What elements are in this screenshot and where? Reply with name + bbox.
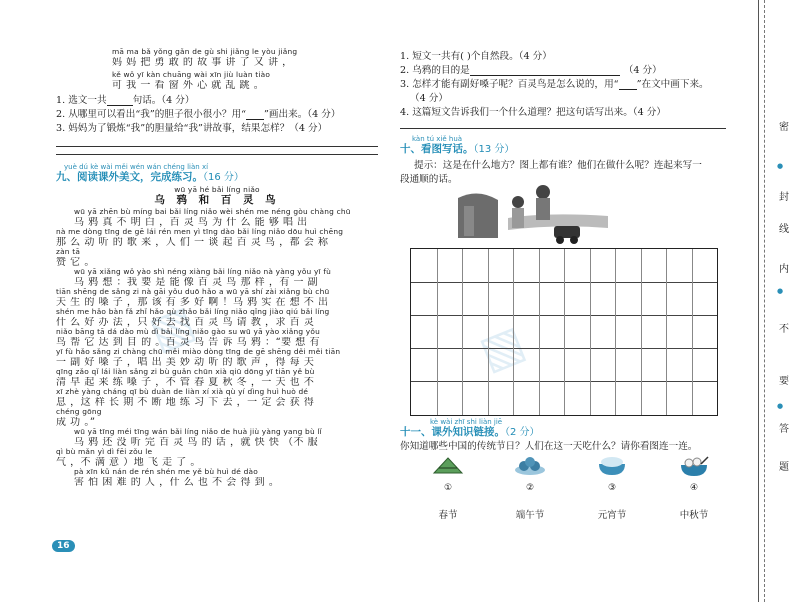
section-11-prompt: 你知道哪些中国的传统节日？人们在这一天吃什么？请你看图连一连。 [400, 440, 698, 452]
food-item[interactable]: ② 端午节 [500, 455, 560, 521]
story-pinyin: tiān shēng de sǎng zi nà gāi yǒu duō hǎo a wū yā shí zài xiǎng bù chū [56, 288, 330, 297]
seal-dot: ● [777, 162, 784, 170]
poem-pinyin: kě wǒ yī kàn chuāng wài xīn jiù luàn tiào [112, 71, 271, 80]
section-10-pinyin: kàn tú xiě huà [412, 135, 463, 144]
story-pinyin: zàn tā [56, 248, 81, 257]
dumpling-bowl-icon [595, 455, 629, 477]
section-9-pinyin: yuè dú kè wài měi wén wán chéng liàn xí [64, 163, 209, 172]
left-question-1: 1. 选文一共 句话。（4 分） [56, 95, 195, 107]
seal-char: 题 [779, 462, 789, 473]
story-line: 乌 鸦 还 没 听 完 百 灵 鸟 的 话 ，就 快 快 （不 服 [74, 436, 319, 448]
story-line: 气 ，不 满 意 ）地 飞 走 了 。 [56, 456, 201, 468]
seal-dot: ● [777, 402, 784, 410]
story-line: 息 ，这 样 长 期 不 断 地 练 习 下 去 ，一 定 会 获 得 [56, 396, 315, 408]
child-icon [512, 196, 524, 208]
seal-char: 要 [779, 376, 789, 387]
left-question-2: 2. 从哪里可以看出“我”的胆子很小很小？用“ ”画出来。（4 分） [56, 109, 341, 121]
festival-label[interactable]: 元宵节 [597, 510, 627, 521]
section-10-prompt-cont: 段通顺的话。 [400, 173, 458, 185]
story-line: 乌 鸦 想 ：我 要 是 能 像 百 灵 鸟 那 样 ，有 一 副 [74, 276, 319, 288]
poem-line: 可 我 一 看 窗 外 心 就 乱 跳 。 [112, 79, 265, 91]
mooncake-plate-icon [513, 455, 547, 477]
story-line: 那 么 动 听 的 歌 来 ，人 们 一 谈 起 百 灵 鸟 ，都 会 称 [56, 236, 329, 248]
story-pinyin: yī fù hǎo sǎng zi chàng chū měi miào dòng tīng de gē shēng děi měi tiān [56, 348, 341, 357]
food-matching [418, 455, 718, 525]
answer-blank[interactable] [470, 66, 620, 76]
right-column [400, 48, 726, 188]
story-line: 清 早 起 来 练 嗓 子 ，不 管 春 夏 秋 冬 ，一 天 也 不 [56, 376, 315, 388]
story-line: 天 生 的 嗓 子 ，那 该 有 多 好 啊 ！乌 鸦 实 在 想 不 出 [56, 296, 329, 308]
seal-char: 答 [779, 424, 789, 435]
right-question-2: 2. 乌鸦的目的是 （4 分） [400, 65, 662, 77]
story-pinyin: xī zhè yàng cháng qī bù duàn de liàn xí xià qù yí dìng huì huò dé [56, 388, 309, 397]
watermark-left: ▧ [141, 293, 203, 361]
section-10-heading: 十、看图写话。（13 分） [400, 143, 515, 156]
story-line: 什 么 好 办 法 ，只 好 去 找 百 灵 鸟 请 教 ，求 百 灵 [56, 316, 315, 328]
underline-sample [619, 80, 637, 90]
section-11-heading: 十一、课外知识链接。（2 分） [400, 426, 540, 439]
story-line: 成 功 。” [56, 416, 96, 428]
poem-line: 妈 妈 把 勇 敢 的 故 事 讲 了 又 讲 ， [112, 56, 293, 68]
festival-label[interactable]: 中秋节 [679, 510, 709, 521]
story-pinyin: pà xīn kǔ nán de rén shén me yě bù huì dé dào [74, 468, 258, 477]
festival-label[interactable]: 端午节 [515, 510, 545, 521]
seal-line-sidebar [737, 0, 800, 602]
seal-char: 封 [779, 192, 789, 203]
story-line: 害 怕 困 难 的 人 ，什 么 也 不 会 得 到 。 [74, 476, 280, 488]
festival-label[interactable]: 春节 [438, 510, 458, 521]
left-column [56, 48, 378, 488]
right-question-1: 1. 短文一共有( )个自然段。（4 分） [400, 51, 552, 62]
section-11 [400, 418, 730, 455]
section-9-heading: 九、阅读课外美文，完成练习。（16 分） [56, 171, 244, 184]
story-line: 一 副 好 嗓 子 ，唱 出 美 妙 动 听 的 歌 声 ，得 每 天 [56, 356, 315, 368]
story-pinyin: wū yā xiǎng wǒ yào shì néng xiàng bǎi líng niǎo nà yàng yǒu yī fù [74, 268, 332, 277]
poem [56, 48, 378, 91]
tangyuan-bowl-icon [677, 455, 711, 477]
right-question-3-score: （4 分） [410, 93, 448, 105]
underline-sample [246, 110, 264, 120]
section-10-prompt: 提示：这是在什么地方？图上都有谁？他们在做什么呢？连起来写一 [414, 159, 702, 171]
answer-line[interactable] [56, 154, 378, 155]
seal-char: 内 [779, 264, 789, 275]
section-11-pinyin: kè wài zhī shi liàn jiē [430, 418, 503, 426]
right-question-3: 3. 怎样才能有副好嗓子呢？百灵鸟是怎么说的，用“ ”在文中画下来。 [400, 79, 709, 91]
food-item[interactable]: ④ 中秋节 [664, 455, 724, 521]
story-pinyin: wū yā zhēn bù míng bai bǎi líng niǎo wèi shén me néng gòu chàng chū [74, 208, 351, 217]
story-title-pinyin: wū yā hé bǎi líng niǎo [174, 185, 260, 194]
right-question-4: 4. 这篇短文告诉我们一个什么道理？把这句话写出来。（4 分） [400, 107, 666, 119]
story-pinyin: qì bù mǎn yì dì fēi zǒu le [56, 448, 153, 457]
story-line: 赞 它 。 [56, 256, 95, 268]
toy-car-icon [554, 226, 580, 238]
story-pinyin: niǎo bāng tā dá dào mù dì bǎi líng niǎo gào su wū yā yào xiǎng yǒu [56, 328, 320, 337]
food-item[interactable]: ① 春节 [418, 455, 478, 521]
story-line: 鸟 帮 它 达 到 目 的 。百 灵 鸟 告 诉 乌 鸦 ：“要 想 有 [56, 336, 320, 348]
food-item[interactable]: ③ 元宵节 [582, 455, 642, 521]
answer-line[interactable] [400, 128, 726, 129]
story-pinyin: wū yā tīng méi tīng wán bǎi líng niǎo de huà jiù yàng yang bù lǐ [74, 428, 322, 437]
writing-grid[interactable] [410, 248, 718, 416]
left-question-3: 3. 妈妈为了锻炼“我”的胆量给“我”讲故事，结果怎样？（4 分） [56, 123, 328, 135]
watermark-right: ▧ [471, 313, 533, 381]
writing-picture [458, 178, 608, 246]
child-icon [536, 185, 550, 199]
story-line: 乌 鸦 真 不 明 白 ，百 灵 鸟 为 什 么 能 够 唱 出 [74, 216, 308, 228]
story-pinyin: nà me dòng tīng de gē lái rén men yì tīng dào bǎi líng niǎo dōu huì chēng [56, 228, 344, 237]
story-pinyin: qīng zǎo qǐ lái liàn sǎng zi bù guǎn chūn xià qiū dōng yī tiān yě bù [56, 368, 315, 377]
seal-char: 密 [779, 122, 789, 133]
story-pinyin: shén me hǎo bàn fǎ zhǐ hǎo qù zhǎo bǎi líng niǎo qǐng jiào qiú bǎi líng [56, 308, 330, 317]
story-title: 乌 鸦 和 百 灵 鸟 [154, 194, 280, 207]
answer-line[interactable] [56, 146, 378, 147]
page-number: 16 [52, 540, 75, 552]
zongzi-icon [431, 455, 465, 477]
seal-char: 不 [779, 324, 789, 335]
story-pinyin: chéng gōng [56, 408, 102, 417]
seal-dot: ● [777, 287, 784, 295]
seal-char: 线 [779, 224, 789, 235]
story-text [56, 208, 378, 488]
answer-blank[interactable] [107, 96, 133, 106]
poem-pinyin: mā ma bǎ yǒng gǎn de gù shi jiǎng le yòu jiǎng [112, 48, 298, 56]
